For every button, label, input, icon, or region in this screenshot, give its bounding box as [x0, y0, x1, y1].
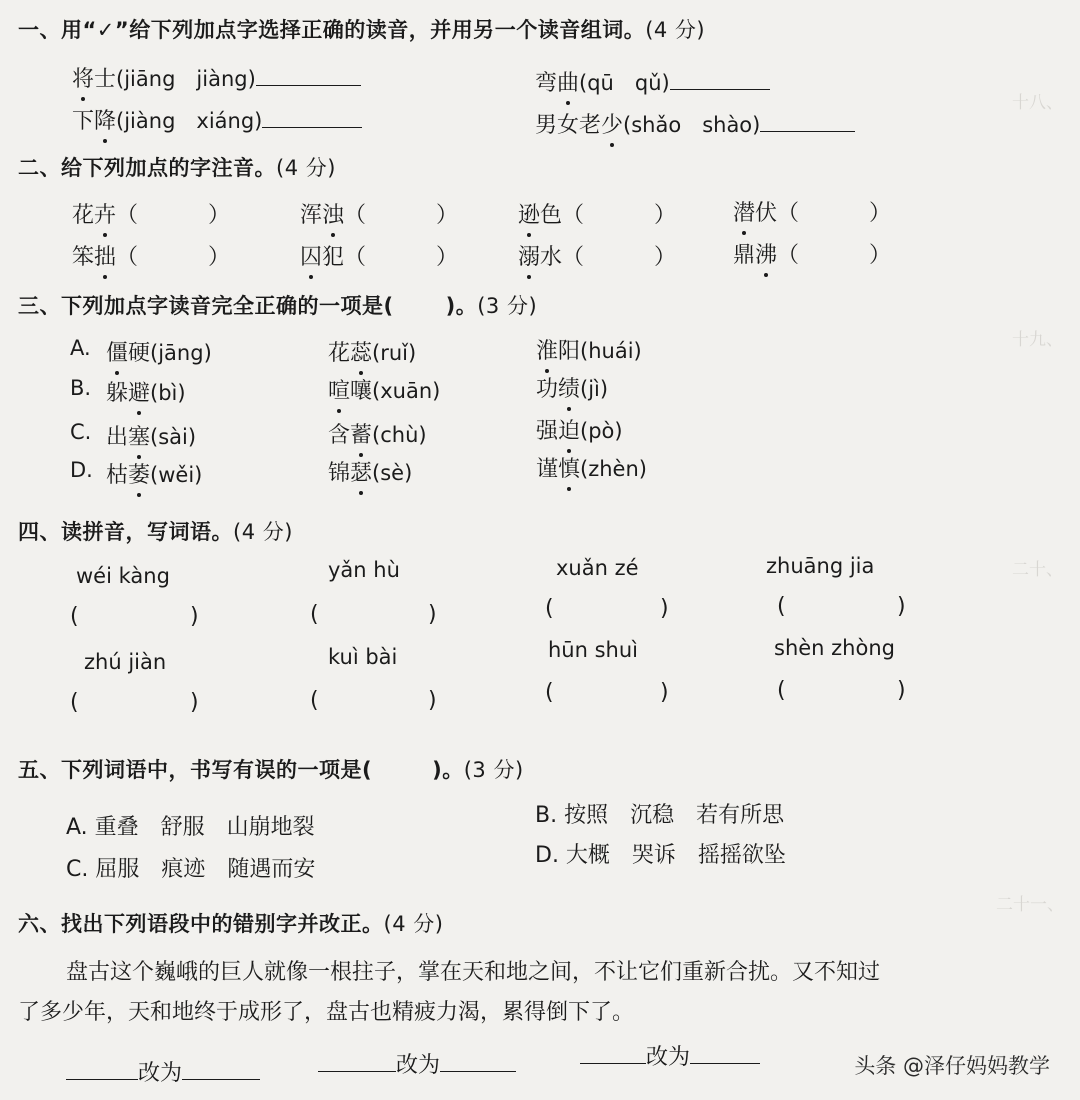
pinyin-7: hūn shuì — [548, 638, 638, 662]
s2-dotted-char: 逊 — [518, 198, 540, 229]
pinyin: (jāng) — [150, 341, 212, 365]
section-5-title-text: 五、下列词语中，书写有误的一项是( — [18, 758, 373, 782]
s2-char: 鼎 — [733, 243, 756, 268]
pinyin-5: zhú jiàn — [84, 650, 167, 674]
bleed-through-text: 二十一、 — [996, 895, 1064, 915]
answer-blank[interactable] — [256, 84, 361, 86]
s3-option-a — [70, 336, 91, 361]
char: 强 — [536, 419, 559, 444]
char: 出 — [106, 425, 129, 450]
watermark: 头条 @泽仔妈妈教学 — [854, 1054, 1050, 1078]
answer-box-left[interactable]: ( — [70, 604, 79, 629]
char: 躲 — [106, 381, 129, 406]
answer-box-left[interactable]: ( — [777, 594, 786, 619]
section-5-title-end: )。 — [432, 758, 464, 782]
s1-item-1-pinyin: (jiāng jiàng) — [116, 67, 256, 91]
wrong-char-blank[interactable] — [66, 1078, 138, 1080]
pinyin: (chù) — [372, 423, 427, 447]
answer-box-right: ) — [428, 688, 437, 713]
s1-item-1 — [72, 62, 361, 93]
char: 锦 — [328, 461, 351, 486]
section-1-title — [18, 14, 705, 44]
change-to-label: 改为 — [396, 1053, 441, 1078]
s1-item-4-dotted-char: 少 — [601, 108, 623, 139]
s5-option-c: C. 屈服 痕迹 随遇而安 — [66, 857, 316, 882]
pinyin: (pò) — [580, 419, 623, 443]
s2-item-6: 囚犯（ ） — [300, 240, 458, 271]
correction-2 — [318, 1048, 516, 1079]
answer-blank[interactable] — [670, 88, 770, 90]
answer-box-left[interactable]: ( — [545, 596, 554, 621]
section-3-title-text: 三、下列加点字读音完全正确的一项是( — [18, 294, 394, 318]
section-6-title — [18, 908, 443, 938]
pinyin-3: xuǎn zé — [556, 556, 639, 580]
s2-item-3: 逊色（ ） — [518, 198, 676, 229]
answer-box-left[interactable]: ( — [70, 690, 79, 715]
wrong-char-blank[interactable] — [318, 1070, 396, 1072]
dotted-char: 僵 — [106, 336, 128, 367]
s3-word — [536, 414, 623, 445]
answer-box-left[interactable]: ( — [310, 602, 319, 627]
bleed-through-text: 十八、 — [1012, 93, 1063, 113]
dotted-char: 绩 — [558, 372, 580, 403]
answer-box-right: ) — [897, 594, 906, 619]
dotted-char: 迫 — [558, 414, 580, 445]
pinyin: (ruǐ) — [372, 341, 417, 365]
answer-box-right: ) — [660, 596, 669, 621]
pinyin: (sài) — [150, 425, 197, 449]
s2-char: 笨 — [72, 245, 95, 270]
s1-item-4-pinyin: (shǎo shào) — [623, 113, 761, 137]
s1-item-3-dotted-char: 降 — [94, 104, 116, 135]
char: 阳 — [558, 339, 581, 364]
section-2-points: (4 分) — [276, 156, 336, 180]
pinyin: (xuān) — [372, 379, 441, 403]
pinyin: (sè) — [372, 461, 413, 485]
s1-item-2-pinyin: (qū qǔ) — [579, 71, 670, 95]
correction-3 — [580, 1040, 760, 1071]
section-4-points: (4 分) — [233, 520, 293, 544]
change-to-label: 改为 — [646, 1045, 691, 1070]
s3-word — [106, 376, 186, 407]
dotted-char: 淮 — [536, 334, 558, 365]
char: 花 — [328, 341, 351, 366]
pinyin: (zhèn) — [580, 457, 647, 481]
dotted-char: 避 — [128, 376, 150, 407]
s3-word — [106, 336, 212, 367]
section-4-title-text: 四、读拼音，写词语。 — [18, 520, 233, 544]
correct-char-blank[interactable] — [690, 1062, 760, 1064]
s2-item-5: 笨拙（ ） — [72, 240, 230, 271]
s2-char: 花 — [72, 203, 95, 228]
dotted-char: 喧 — [328, 374, 350, 405]
answer-box-left[interactable]: ( — [310, 688, 319, 713]
s2-char: 犯 — [322, 245, 345, 270]
s1-item-4 — [535, 108, 855, 139]
correct-char-blank[interactable] — [182, 1078, 260, 1080]
dotted-char: 蕊 — [350, 336, 372, 367]
char: 硬 — [128, 341, 151, 366]
char: 嚷 — [350, 379, 373, 404]
char: 功 — [536, 377, 559, 402]
dotted-char: 塞 — [128, 420, 150, 451]
s3-word — [106, 458, 202, 489]
s2-char: 水 — [540, 245, 563, 270]
section-3-title-end: )。 — [445, 294, 478, 318]
s3-option-c — [70, 420, 91, 445]
s1-item-2-dotted-char: 曲 — [557, 66, 579, 97]
answer-blank[interactable] — [760, 130, 855, 132]
s2-dotted-char: 囚 — [300, 240, 322, 271]
char: 枯 — [106, 463, 129, 488]
s5-option-d: D. 大概 哭诉 摇摇欲坠 — [535, 843, 786, 868]
s2-dotted-char: 浊 — [322, 198, 344, 229]
pinyin-2: yǎn hù — [328, 558, 400, 582]
section-3-points: (3 分) — [477, 294, 538, 318]
s3-option-b — [70, 376, 91, 401]
wrong-char-blank[interactable] — [580, 1062, 646, 1064]
s3-word — [328, 456, 412, 487]
pinyin: (wěi) — [150, 463, 203, 487]
s3-word — [536, 372, 608, 403]
section-5-points: (3 分) — [463, 758, 524, 782]
section-2-title-text: 二、给下列加点的字注音。 — [18, 156, 276, 180]
s3-word — [106, 420, 196, 451]
answer-box-left[interactable]: ( — [545, 680, 554, 705]
option-letter: B. — [70, 376, 92, 400]
dotted-char: 蓄 — [350, 418, 372, 449]
option-letter: A. — [70, 336, 91, 360]
pinyin-8: shèn zhòng — [774, 636, 895, 660]
pinyin: (huái) — [580, 339, 642, 363]
s1-item-3-char: 下 — [72, 109, 95, 134]
s2-char: 伏 — [755, 201, 778, 226]
section-5-title — [18, 754, 524, 784]
correct-char-blank[interactable] — [440, 1070, 516, 1072]
s2-item-1: 花卉（ ） — [72, 198, 230, 229]
s2-item-8: 鼎沸（ ） — [733, 238, 891, 269]
s3-word — [536, 452, 647, 483]
s2-char: 浑 — [300, 203, 323, 228]
passage-line-1: 盘古这个巍峨的巨人就像一根拄子，掌在天和地之间，不让它们重新合扰。又不知过 — [66, 960, 881, 985]
s3-word — [328, 418, 427, 449]
passage-line-2: 了多少年，天和地终于成形了，盘古也精疲力渴，累得倒下了。 — [18, 1000, 635, 1025]
section-1-title-text: 一、用“✓”给下列加点字选择正确的读音，并用另一个读音组词。 — [18, 18, 646, 42]
pinyin-1: wéi kàng — [76, 564, 170, 588]
s2-char: 色 — [540, 203, 563, 228]
answer-box-right: ) — [428, 602, 437, 627]
option-letter: D. — [70, 458, 93, 482]
section-6-title-text: 六、找出下列语段中的错别字并改正。 — [18, 912, 384, 936]
section-6-points: (4 分) — [383, 912, 444, 936]
change-to-label: 改为 — [138, 1061, 183, 1086]
section-1-points: (4 分) — [645, 18, 706, 42]
pinyin-4: zhuāng jia — [766, 554, 875, 578]
bleed-through-text: 十九、 — [1012, 330, 1063, 350]
s2-dotted-char: 卉 — [94, 198, 116, 229]
answer-box-left[interactable]: ( — [777, 678, 786, 703]
pinyin: (bì) — [150, 381, 186, 405]
s1-item-1-dotted-char: 将 — [72, 62, 94, 93]
s1-item-3 — [72, 104, 362, 135]
char: 含 — [328, 423, 351, 448]
dotted-char: 瑟 — [350, 456, 372, 487]
option-letter: C. — [70, 420, 92, 444]
s5-option-a: A. 重叠 舒服 山崩地裂 — [66, 815, 315, 840]
correction-1 — [66, 1056, 260, 1087]
s3-word — [328, 336, 416, 367]
answer-box-right: ) — [897, 678, 906, 703]
answer-box-right: ) — [660, 680, 669, 705]
s2-item-7: 溺水（ ） — [518, 240, 676, 271]
answer-blank[interactable] — [262, 126, 362, 128]
s3-word — [328, 374, 440, 405]
s3-option-d — [70, 458, 93, 483]
char: 谨 — [536, 457, 559, 482]
s5-option-b: B. 按照 沉稳 若有所思 — [535, 803, 785, 828]
s1-item-4-chars: 男女老 — [535, 113, 602, 138]
s2-dotted-char: 拙 — [94, 240, 116, 271]
s1-item-1-char: 士 — [94, 67, 117, 92]
bleed-through-text: 二十、 — [1012, 560, 1063, 580]
s2-item-4: 潜伏（ ） — [733, 196, 891, 227]
pinyin-6: kuì bài — [328, 645, 398, 669]
pinyin: (jì) — [580, 377, 609, 401]
s2-dotted-char: 潜 — [733, 196, 755, 227]
s2-dotted-char: 沸 — [755, 238, 777, 269]
s1-item-3-pinyin: (jiàng xiáng) — [116, 109, 263, 133]
section-3-title — [18, 290, 537, 320]
answer-box-right: ) — [190, 690, 199, 715]
s2-dotted-char: 溺 — [518, 240, 540, 271]
dotted-char: 萎 — [128, 458, 150, 489]
answer-box-right: ) — [190, 604, 199, 629]
s3-word — [536, 334, 642, 365]
section-2-title — [18, 152, 336, 182]
s1-item-2-char: 弯 — [535, 71, 558, 96]
dotted-char: 慎 — [558, 452, 580, 483]
s1-item-2 — [535, 66, 770, 97]
section-4-title — [18, 516, 293, 546]
s2-item-2: 浑浊（ ） — [300, 198, 458, 229]
